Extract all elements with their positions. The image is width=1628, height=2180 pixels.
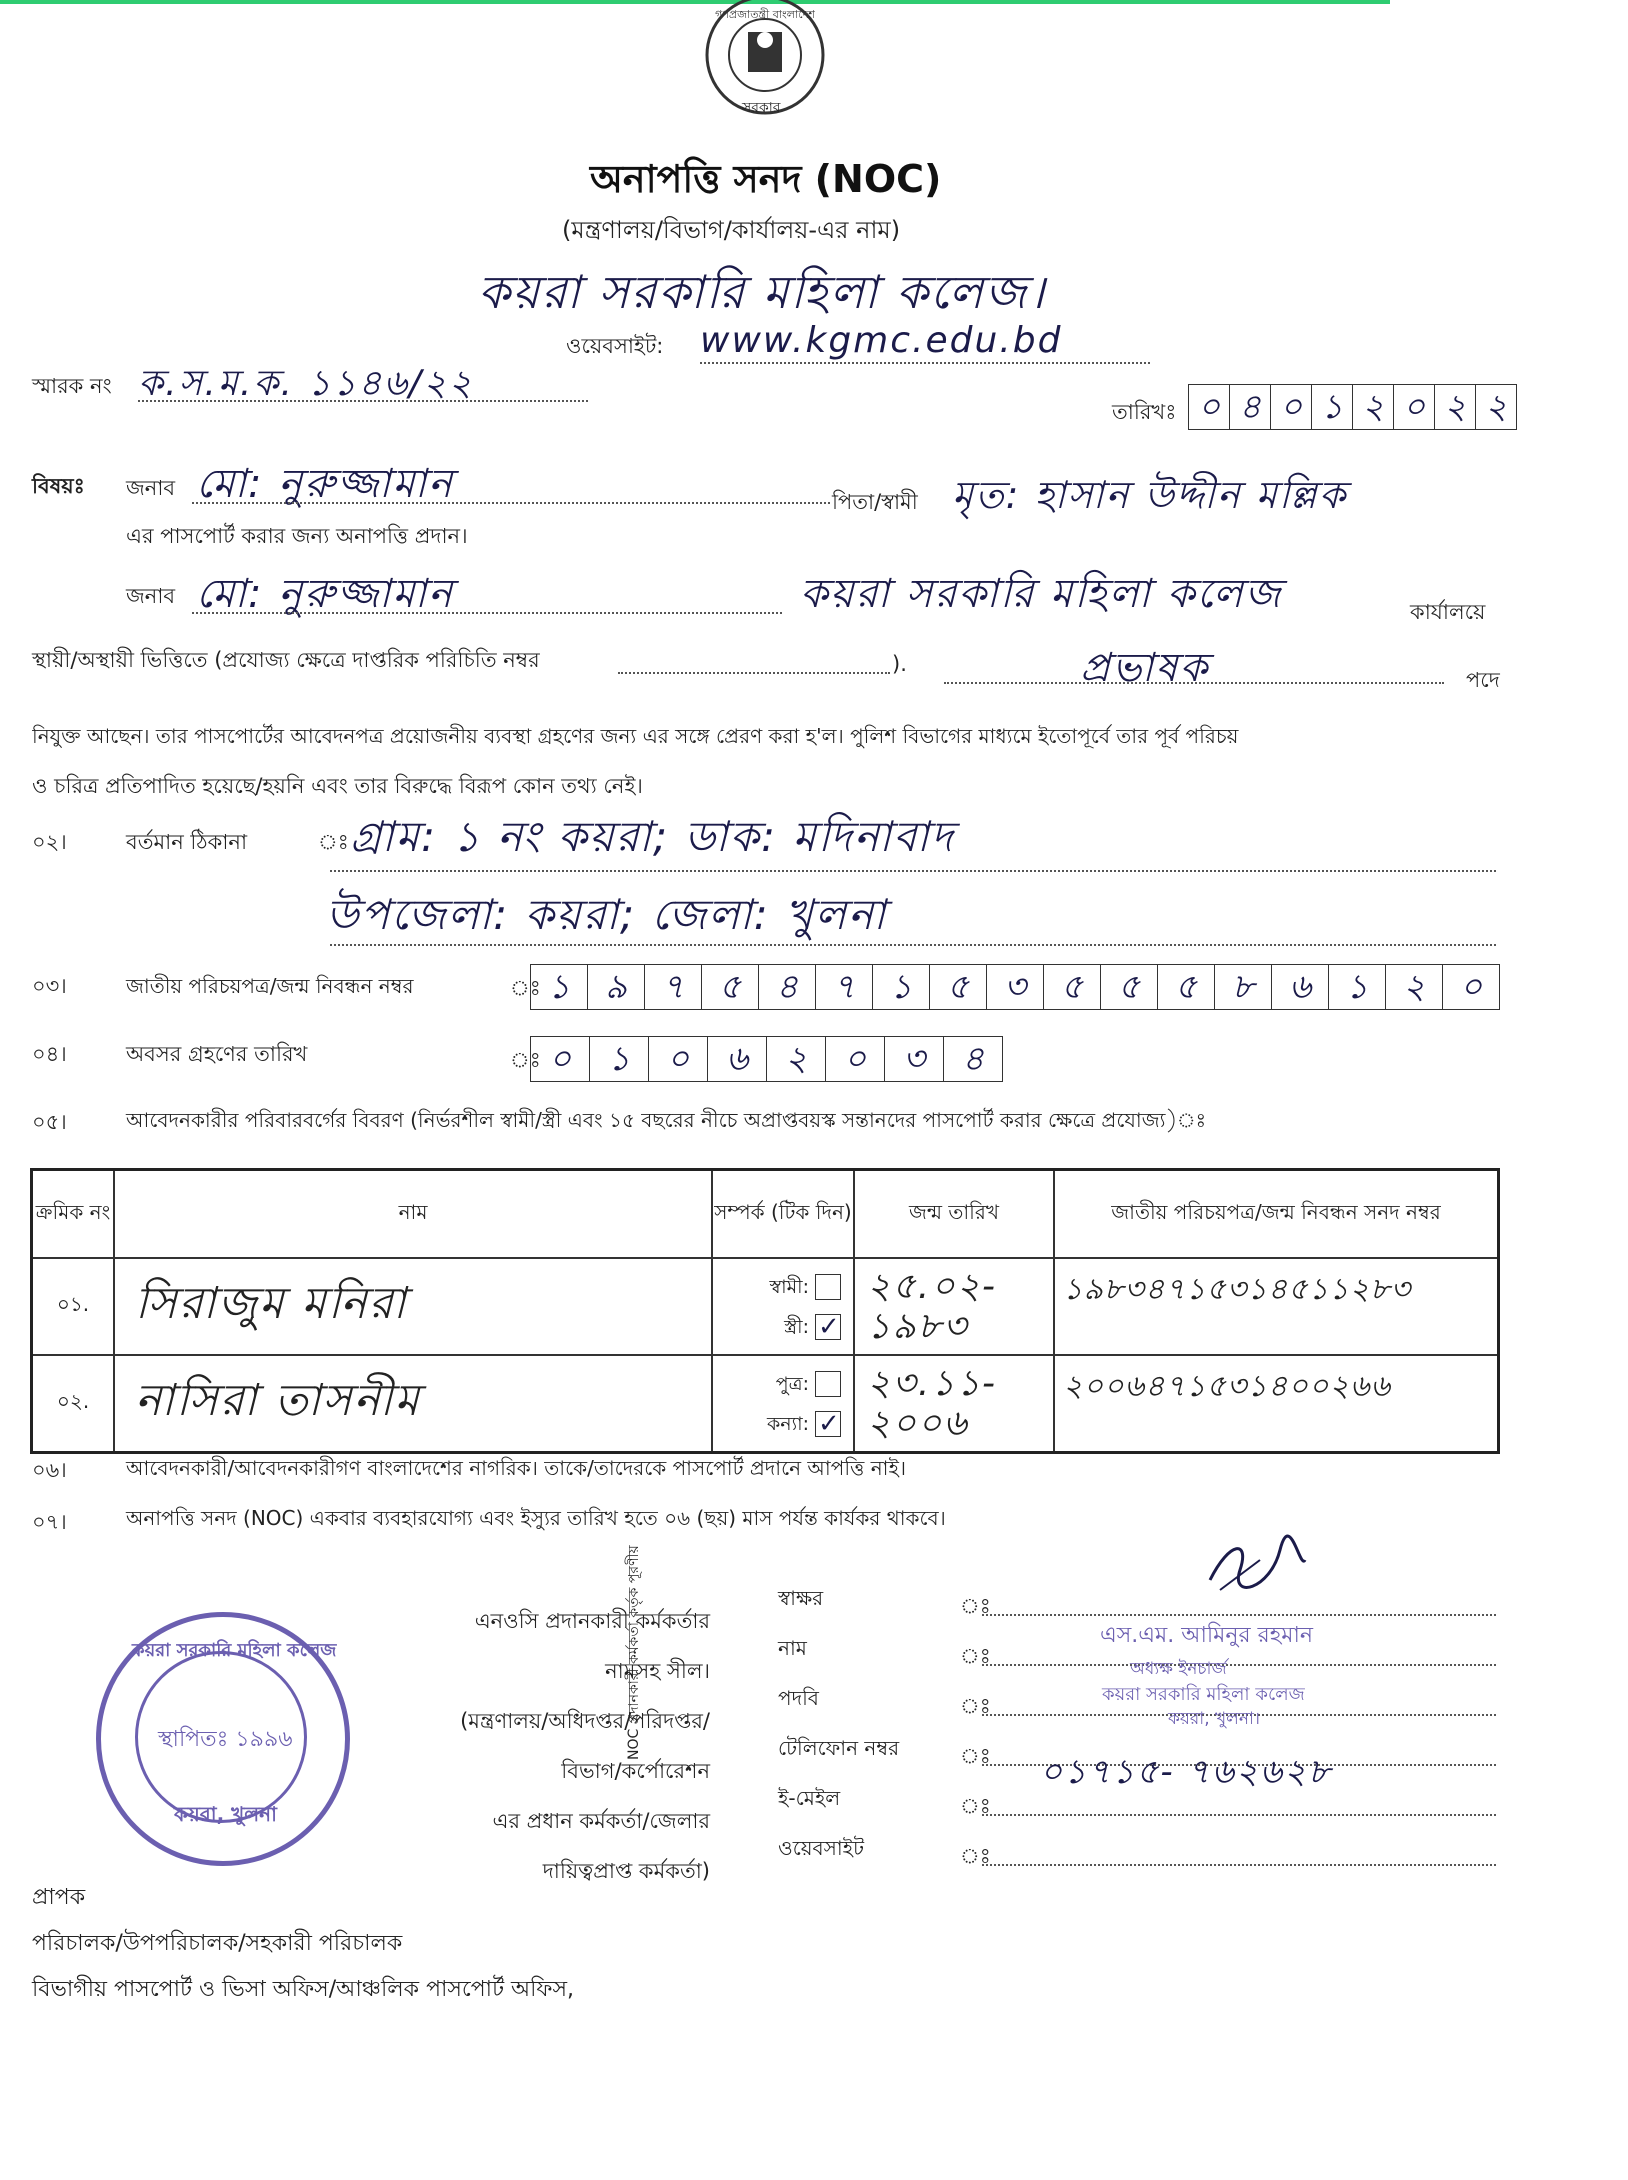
row-dob-line2: ১৯৮৩ [867,1305,969,1347]
header-dob: জন্ম তারিখ [854,1170,1054,1259]
row-name: নাসিরা তাসনীম [114,1355,712,1453]
validity-text: অনাপত্তি সনদ (NOC) একবার ব্যবহারযোগ্য এবং ইস্যুর তারিখ হতে ০৬ (ছয়) মাস পর্যন্ত কার্যকর থাকবে। [126,1506,946,1530]
recipient-label: প্রাপক [32,1885,86,1910]
stamp-place: কয়রা, খুলনা। [1168,1709,1260,1729]
top-strip [0,0,1390,4]
officer-field-label: ই-মেইল [778,1786,841,1810]
item-06-number: ০৬। [32,1458,67,1482]
family-table-header [32,1170,1499,1259]
digit-box: ১ [873,964,930,1010]
row-relation [712,1258,854,1355]
retire-colon: ঃ [510,1048,541,1072]
father-value: মৃত: হাসান উদ্দীন মল্লিক [952,473,1348,517]
signature [1200,1530,1310,1604]
relation-option-daughter [714,1404,841,1444]
subject-label: বিষয়ঃ [32,474,85,498]
header-nid: জাতীয় পরিচয়পত্র/জন্ম নিবন্ধন সনদ নম্বর [1054,1170,1499,1259]
row-relation [712,1355,854,1453]
website-label: ওয়েবসাইট: [566,334,664,358]
basis-text: স্থায়ী/অস্থায়ী ভিত্তিতে (প্রযোজ্য ক্ষেত্রে দাপ্তরিক পরিচিতি নম্বর [32,648,540,672]
item-03-number: ০৩। [32,974,67,998]
address-dotline1 [330,870,1496,872]
officer-field-label: টেলিফোন নম্বর [778,1736,900,1760]
relation-option-wife [714,1307,841,1347]
address-colon: ঃ [318,830,349,854]
officer-field-colon: ঃ [960,1694,991,1718]
citizen-text: আবেদনকারী/আবেদনকারীগণ বাংলাদেশের নাগরিক। তাকে/তাদেরকে পাসপোর্ট প্রদানে আপত্তি নাই। [126,1456,907,1480]
retire-label: অবসর গ্রহণের তারিখ [126,1042,308,1066]
relation-label-husband: স্বামী: [769,1275,809,1298]
signature-icon [1200,1530,1310,1600]
relation-option-son [714,1364,841,1404]
officer-field-colon: ঃ [960,1844,991,1868]
digit-box: ০ [649,1036,708,1082]
basis-dotline [618,672,890,674]
stamp-name: এস.এম. আমিনুর রহমান [1100,1623,1313,1648]
retire-boxes [530,1036,1003,1082]
officer-field-colon: ঃ [960,1794,991,1818]
officer-field-colon: ঃ [960,1594,991,1618]
stamp-org: কয়রা সরকারি মহিলা কলেজ [1102,1684,1305,1705]
website-value: www.kgmc.edu.bd [700,320,1063,361]
officer-left-line: (মন্ত্রণালয়/অধিদপ্তর/পরিদপ্তর/ [460,1709,710,1733]
daughter-checkbox[interactable] [815,1411,841,1437]
officer-field-line[interactable] [982,1864,1496,1866]
digit-box: ৭ [645,964,702,1010]
digit-box: ২ [1386,964,1443,1010]
digit-box: ৪ [944,1036,1003,1082]
body-janab: জনাব [126,584,176,608]
phone-value: ০১৭১৫- ৭৬২৬২৮ [1040,1752,1333,1792]
row-dob-line1: ২৩.১১- [867,1362,997,1404]
item-05-number: ০৫। [32,1110,67,1134]
header-relation: সম্পর্ক (টিক দিন) [712,1170,854,1259]
officer-field-line[interactable] [982,1664,1496,1666]
nid-label: জাতীয় পরিচয়পত্র/জন্ম নিবন্ধন নম্বর [126,974,414,998]
address-dotline2 [330,944,1496,946]
officer-field-label: পদবি [778,1686,819,1710]
digit-box: ০ [826,1036,885,1082]
digit-box: ৬ [708,1036,767,1082]
body-para2: ও চরিত্র প্রতিপাদিত হয়েছে/হয়নি এবং তার বিরুদ্ধে বিরূপ কোন তথ্য নেই। [32,774,643,798]
row-nid: ২০০৬৪৭১৫৩১৪০০২৬৬ [1054,1355,1499,1453]
memo-label: স্মারক নং [32,374,112,398]
seal-bottom-text: সরকার [742,100,781,116]
father-label: পিতা/স্বামী [832,490,918,514]
digit-box: ৩ [885,1036,944,1082]
designation-suffix: পদে [1466,668,1500,692]
memo-dotline [138,400,588,402]
nid-colon: ঃ [510,976,541,1000]
officer-field-label: স্বাক্ষর [778,1586,824,1610]
digit-box: ৪ [759,964,816,1010]
digit-box: ৯ [588,964,645,1010]
nid-boxes [530,964,1500,1010]
digit-box: ১ [530,964,588,1010]
digit-box: ১ [1329,964,1386,1010]
digit-box: ৫ [1158,964,1215,1010]
digit-box: ৭ [816,964,873,1010]
digit-box: ২ [767,1036,826,1082]
header-name: নাম [114,1170,712,1259]
recipient-line2: বিভাগীয় পাসপোর্ট ও ভিসা অফিস/আঞ্চলিক পাসপোর্ট অফিস, [32,1977,574,2002]
subject-name-dotline [192,502,830,504]
round-seal-inner: স্থাপিতঃ ১৯৯৬ [158,1727,293,1752]
officer-left-block [380,1596,710,1896]
officer-field-colon: ঃ [960,1744,991,1768]
digit-box: ২ [1353,384,1394,430]
website-dotline [700,362,1150,364]
date-label: তারিখঃ [1112,400,1177,424]
basis-close: ). [892,652,907,676]
relation-label-wife: স্ত্রী: [784,1315,809,1338]
date-boxes [1188,384,1517,430]
row-serial: ০২. [32,1355,115,1453]
body-office: কয়রা সরকারি মহিলা কলেজ [800,571,1283,617]
subject-name: মো: নুরুজ্জামান [196,461,455,507]
recipient-line1: পরিচালক/উপপরিচালক/সহকারী পরিচালক [32,1931,403,1956]
digit-box: ৫ [702,964,759,1010]
digit-box: ৪ [1230,384,1271,430]
address-line2: উপজেলা: কয়রা; জেলা: খুলনা [326,890,888,939]
officer-field-line[interactable] [982,1614,1496,1616]
office-name-handwritten: কয়রা সরকারি মহিলা কলেজ। [478,265,1047,319]
husband-checkbox[interactable] [815,1274,841,1300]
page-title: অনাপত্তি সনদ (NOC) [590,157,942,201]
digit-box: ৮ [1215,964,1272,1010]
seal-top-text: গণপ্রজাতন্ত্রী বাংলাদেশ [715,8,815,21]
body-para1: নিযুক্ত আছেন। তার পাসপোর্টের আবেদনপত্র প্রয়োজনীয় ব্যবস্থা গ্রহণের জন্য এর সঙ্গে প্রেরণ করা হ'ল। পুলিশ বিভাগের মাধ্যমে ইতোপূর্বে তার পূর্ব পরিচয় [32,724,1239,748]
digit-box: ৬ [1272,964,1329,1010]
relation-option-husband [714,1267,841,1307]
digit-box: ০ [1394,384,1435,430]
digit-box: ২ [1476,384,1517,430]
officer-left-line: এর প্রধান কর্মকর্তা/জেলার [492,1809,710,1833]
address-label: বর্তমান ঠিকানা [126,830,248,854]
wife-checkbox[interactable] [815,1314,841,1340]
digit-box: ০ [1443,964,1500,1010]
designation-dotline [944,682,1444,684]
digit-box: ০ [1271,384,1312,430]
row-name: সিরাজুম মনিরা [114,1258,712,1355]
round-seal-outer: কয়রা সরকারি মহিলা কলেজ [132,1640,337,1661]
item-07-number: ০৭। [32,1510,67,1534]
officer-left-line: দায়িত্বপ্রাপ্ত কর্মকর্তা) [542,1859,710,1883]
relation-label-daughter: কন্যা: [766,1412,809,1435]
digit-box: ১ [1312,384,1353,430]
family-intro: আবেদনকারীর পরিবারবর্গের বিবরণ (নির্ভরশীল স্বামী/স্ত্রী এবং ১৫ বছরের নীচে অপ্রাপ্তবয়স্ক সন্তানদের পাসপোর্ট করার ক্ষেত্রে প্রযোজ্য)ঃ [126,1108,1207,1132]
digit-box: ২ [1435,384,1476,430]
son-checkbox[interactable] [815,1371,841,1397]
row-dob-line1: ২৫.০২- [867,1265,998,1307]
item-02-number: ০২। [32,830,67,854]
digit-box: ৫ [1101,964,1158,1010]
digit-box: ০ [530,1036,590,1082]
officer-left-line: নামসহ সীল। [605,1659,710,1683]
relation-label-son: পুত্র: [775,1372,809,1395]
table-row [32,1258,1499,1355]
officer-field-colon: ঃ [960,1644,991,1668]
round-seal-bottom: কয়রা, খুলনা [174,1802,277,1826]
officer-field-label: ওয়েবসাইট [778,1836,864,1860]
header-serial: ক্রমিক নং [32,1170,115,1259]
body-office-suffix: কার্যালয়ে [1410,600,1486,624]
item-04-number: ০৪। [32,1042,67,1066]
address-line1: গ্রাম: ১ নং কয়রা; ডাক: মদিনাবাদ [350,812,955,861]
subject-line2: এর পাসপোর্ট করার জন্য অনাপত্তি প্রদান। [126,524,468,548]
row-dob [854,1258,1054,1355]
digit-box: ৫ [930,964,987,1010]
digit-box: ১ [590,1036,649,1082]
digit-box: ৫ [1044,964,1101,1010]
designation: প্রভাষক [1080,645,1210,691]
officer-field-label: নাম [778,1636,807,1660]
body-name-dotline [192,612,782,614]
page-subtitle: (মন্ত্রণালয়/বিভাগ/কার্যালয়-এর নাম) [562,216,901,244]
row-dob [854,1355,1054,1453]
subject-janab: জনাব [126,476,176,500]
digit-box: ০ [1188,384,1230,430]
officer-field-line[interactable] [982,1814,1496,1816]
memo-value: ক.স.ম.ক. ১১৪৬/২২ [138,363,474,404]
stamp-post: অধ্যক্ষ ইনচার্জ [1130,1659,1227,1679]
officer-left-line: এনওসি প্রদানকারী কর্মকর্তার [474,1609,710,1633]
family-table [30,1168,1500,1454]
row-dob-line2: ২০০৬ [867,1402,969,1444]
row-serial: ০১. [32,1258,115,1355]
digit-box: ৩ [987,964,1044,1010]
row-nid: ১৯৮৩৪৭১৫৩১৪৫১১২৮৩ [1054,1258,1499,1355]
body-name: মো: নুরুজ্জামান [196,571,455,617]
officer-left-line: বিভাগ/কর্পোরেশন [561,1759,710,1783]
table-row [32,1355,1499,1453]
